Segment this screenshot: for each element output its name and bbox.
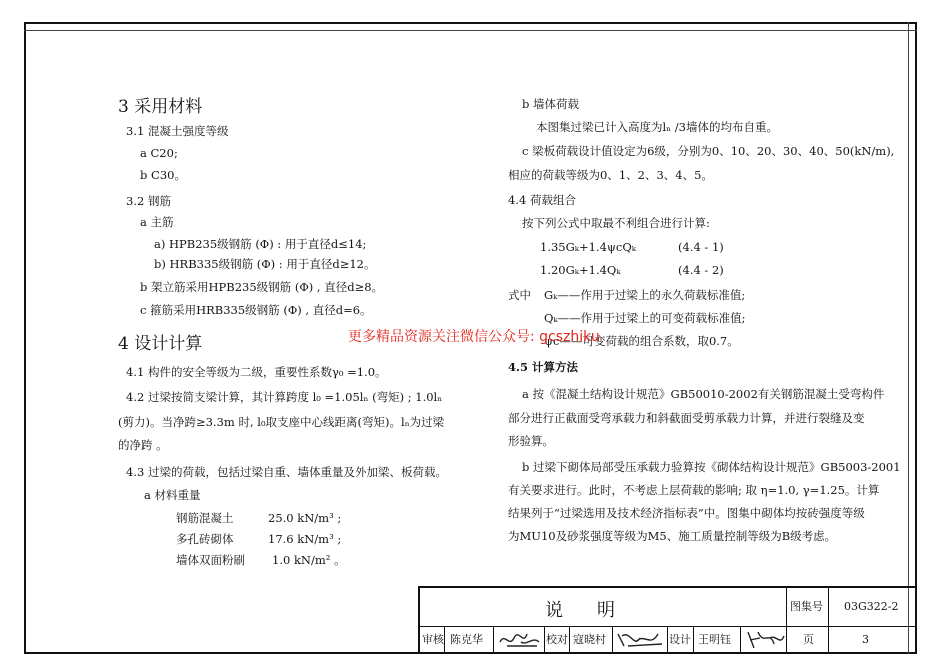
title-block-vline [828, 586, 829, 654]
title-block-vline [693, 626, 694, 654]
checker-name: 寇晓村 [573, 633, 606, 646]
watermark-text[interactable]: 更多精品资源关注微信公众号: gcszhiku [348, 329, 600, 345]
combination-intro: 按下列公式中取最不利组合进行计算: [522, 216, 710, 230]
checker-signature [614, 626, 666, 652]
clause-4-2-line2: (剪力)。当净跨≥3.3m 时, l₀取支座中心线距离(弯矩)。lₙ为过梁 [118, 415, 445, 429]
material-name: 墙体双面粉刷 [176, 553, 245, 567]
formula-4-4-1-number: (4.4 - 1) [678, 240, 724, 254]
clause-4-2-line3: 的净跨 。 [118, 438, 168, 452]
clause-4-5: 4.5 计算方法 [508, 360, 579, 374]
material-value: 25.0 kN/m³ ; [268, 511, 342, 525]
page-label: 页 [803, 633, 814, 646]
formula-4-4-1: 1.35Gₖ+1.4ψcQₖ [540, 240, 636, 254]
clause-3-2: 3.2 钢筋 [126, 194, 171, 208]
title-block-vline [667, 626, 668, 654]
method-b-line2: 有关要求进行。此时，不考虑上层荷载的影响; 取 η=1.0, γ=1.25。计算 [508, 483, 880, 497]
designer-signature [744, 626, 786, 652]
title-block-vline [786, 586, 787, 654]
right-border-line [908, 22, 909, 654]
main-rebar-hrb: b) HRB335级钢筋 (Φ) : 用于直径d≥12。 [154, 257, 376, 271]
slab-load-line2: 相应的荷载等级为0、1、2、3、4、5。 [508, 168, 713, 182]
where-label: 式中 [508, 288, 531, 302]
clause-4-4: 4.4 荷载组合 [508, 193, 576, 207]
method-b-line4: 为MU10及砂浆强度等级为M5、施工质量控制等级为B级考虑。 [508, 529, 837, 543]
erection-rebar: b 架立筋采用HPB235级钢筋 (Φ) , 直径d≥8。 [140, 280, 384, 294]
top-border-line [24, 30, 917, 31]
clause-3-1: 3.1 混凝土强度等级 [126, 124, 229, 138]
stirrup-rebar: c 箍筋采用HRB335级钢筋 (Φ) , 直径d=6。 [140, 303, 372, 317]
concrete-c30: b C30。 [140, 168, 186, 182]
psi-definition: ψc——可变荷载的组合系数，取0.7。 [544, 334, 739, 348]
method-b-line1: b 过梁下砌体局部受压承载力验算按《砌体结构设计规范》GB5003-2001 [522, 460, 901, 474]
atlas-number: 03G322-2 [844, 600, 899, 613]
clause-4-3: 4.3 过梁的荷载，包括过梁自重、墙体重量及外加梁、板荷载。 [126, 465, 447, 479]
material-value: 1.0 kN/m² 。 [272, 553, 346, 567]
gk-definition: Gₖ——作用于过梁上的永久荷载标准值; [544, 288, 746, 302]
method-b-line3: 结果列于“过梁选用及技术经济指标表”中。图集中砌体均按砖强度等级 [508, 506, 865, 520]
wall-load-text: 本图集过梁已计入高度为lₙ /3墙体的均布自重。 [536, 120, 778, 134]
page-number: 3 [862, 633, 869, 646]
material-name: 多孔砖砌体 [176, 532, 234, 546]
material-value: 17.6 kN/m³ ; [268, 532, 342, 546]
reviewer-label: 审核 [422, 633, 444, 646]
method-a-line1: a 按《混凝土结构设计规范》GB50010-2002有关钢筋混凝土受弯构件 [522, 387, 885, 401]
title-block-vline [569, 626, 570, 654]
clause-4-1: 4.1 构件的安全等级为二级，重要性系数γ₀ =1.0。 [126, 365, 387, 379]
clause-4-2-line1: 4.2 过梁按简支梁计算，其计算跨度 l₀ =1.05lₙ (弯矩) ; 1.0lₙ [126, 390, 443, 404]
main-rebar-hpb: a) HPB235级钢筋 (Φ) : 用于直径d≤14; [154, 237, 367, 251]
main-rebar-heading: a 主筋 [140, 215, 174, 229]
title-block-vline [444, 626, 445, 654]
drawing-title: 说明 [545, 600, 649, 621]
formula-4-4-2: 1.20Gₖ+1.4Qₖ [540, 263, 621, 277]
reviewer-signature [497, 628, 542, 652]
slab-load-line1: c 梁板荷载设计值设定为6级，分别为0、10、20、30、40、50(kN/m), [522, 144, 895, 158]
method-a-line3: 形验算。 [508, 434, 554, 448]
concrete-c20: a C20; [140, 146, 178, 160]
designer-label: 设计 [669, 633, 691, 646]
title-block-vline [544, 626, 545, 654]
designer-name: 王明钰 [698, 633, 731, 646]
reviewer-name: 陈克华 [450, 633, 483, 646]
material-weight-heading: a 材料重量 [144, 488, 201, 502]
wall-load-heading: b 墙体荷载 [522, 97, 580, 111]
formula-4-4-2-number: (4.4 - 2) [678, 263, 724, 277]
section-3-heading: 3 采用材料 [118, 97, 203, 117]
title-block-vline [612, 626, 613, 654]
method-a-line2: 部分进行正截面受弯承载力和斜截面受剪承载力计算，并进行裂缝及变 [508, 411, 865, 425]
section-4-heading: 4 设计计算 [118, 334, 203, 354]
atlas-number-label: 图集号 [790, 600, 823, 613]
title-block-vline [740, 626, 741, 654]
material-name: 钢筋混凝土 [176, 511, 234, 525]
checker-label: 校对 [546, 633, 568, 646]
qk-definition: Qₖ——作用于过梁上的可变荷载标准值; [544, 311, 746, 325]
title-block-vline [493, 626, 494, 654]
